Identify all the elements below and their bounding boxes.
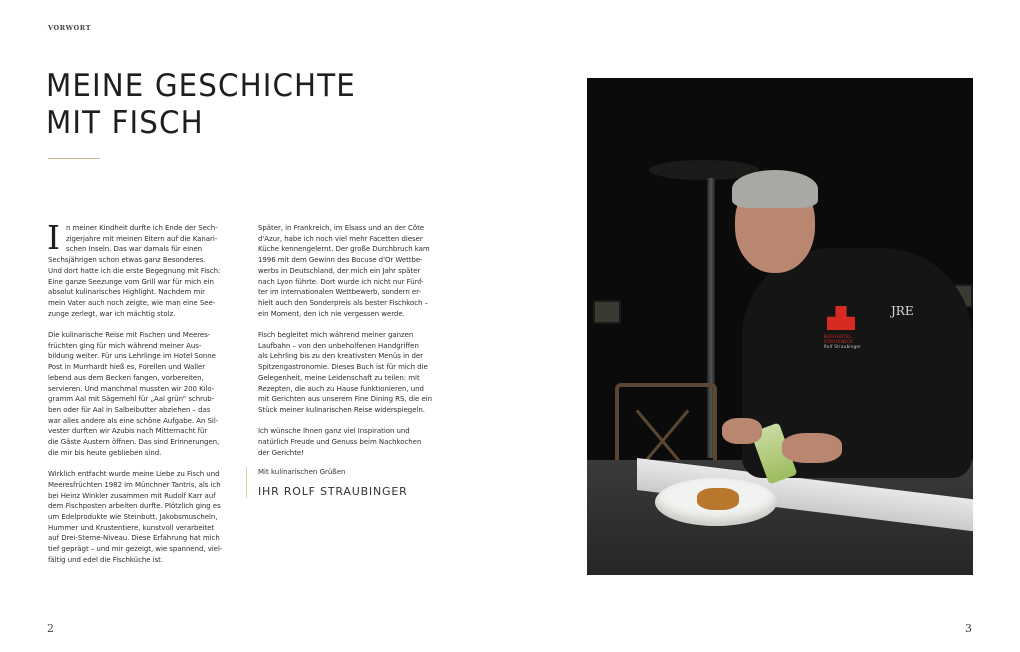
text-line: zigerjahre mit meinen Eltern auf die Kanari- bbox=[66, 234, 218, 243]
text-line: tief geprägt – und mir gezeigt, wie spannend, viel- bbox=[48, 545, 223, 554]
logo-line: Rolf Straubinger bbox=[824, 344, 862, 349]
jre-badge: JRE bbox=[891, 304, 914, 318]
chef-hand-left bbox=[722, 418, 762, 444]
text-line: nach Lyon führte. Dort wurde ich nicht nur Fünf- bbox=[258, 277, 424, 286]
text-line: ein Moment, den ich nie vergessen werde. bbox=[258, 309, 405, 318]
text-line: Fisch begleitet mich während meiner ganzen bbox=[258, 331, 414, 340]
text-line: n meiner Kindheit durfte ich Ende der Sech- bbox=[66, 224, 218, 232]
text-line: Gelegenheit, meine Leidenschaft zu teilen: mit bbox=[258, 373, 420, 382]
text-line: auf Drei-Sterne-Niveau. Diese Erfahrung hat mich bbox=[48, 534, 220, 543]
text-line: 1996 mit dem Gewinn des Bocuse d'Or Wettbe- bbox=[258, 256, 423, 265]
text-line: gramm Aal mit Sägemehl für „Aal grün“ schrub- bbox=[48, 395, 215, 404]
text-line: servieren. Und manchmal mussten wir 200 Kilo- bbox=[48, 384, 215, 393]
paragraph-3 bbox=[48, 469, 226, 565]
text-line: absolut kulinarisches Highlight. Nachdem mir bbox=[48, 288, 205, 297]
text-line: mit Gerichten aus unserem Fine Dining RS, die ein bbox=[258, 395, 432, 404]
text-line: bei Heinz Winkler zusammen mit Rudolf Karr auf bbox=[48, 491, 216, 500]
text-line: d'Azur, habe ich noch viel mehr Facetten dieser bbox=[258, 234, 423, 243]
text-line: ben oder für Aal in Salbeibutter abziehen – das bbox=[48, 405, 211, 414]
logo-line: BURGHOTEL bbox=[824, 334, 852, 339]
paragraph-6 bbox=[258, 426, 436, 458]
text-line: die mir bis heute geblieben sind. bbox=[48, 448, 162, 457]
jacket-logo-text bbox=[824, 334, 861, 349]
text-line: schen Inseln. Das war damals für einen bbox=[66, 245, 203, 254]
text-line: bildung weiter. Für uns Lehrlinge im Hotel Sonne bbox=[48, 352, 216, 361]
title-line-1: MEINE GESCHICHTE bbox=[46, 68, 356, 104]
text-line: ter im internationalen Wettbewerb, sondern er- bbox=[258, 288, 422, 297]
text-line: Post in Murrhardt hieß es, Forellen und Waller bbox=[48, 363, 206, 372]
accent-rule bbox=[48, 158, 100, 159]
text-column-1 bbox=[47, 218, 226, 576]
text-line: mein Vater auch noch zeigte, wie man eine See- bbox=[48, 298, 216, 307]
author-signature: IHR ROLF STRAUBINGER bbox=[258, 485, 408, 498]
text-line: zunge zerlegt, war ich mächtig stolz. bbox=[48, 309, 176, 318]
text-line: vester durften wir Azubis nach Mitternacht für bbox=[48, 427, 208, 436]
paragraph-4 bbox=[258, 223, 436, 319]
text-line: hielt auch den Sonderpreis als bester Fischkoch – bbox=[258, 298, 429, 307]
text-line: Meeresfrüchten 1982 im Münchner Tantris, als ich bbox=[48, 480, 221, 489]
text-line: Wirklich entfacht wurde meine Liebe zu Fisch und bbox=[48, 470, 220, 479]
text-column-2 bbox=[258, 223, 436, 469]
wooden-chair bbox=[615, 383, 717, 463]
text-line: Stück meiner kulinarischen Reise widerspiegeln. bbox=[258, 405, 425, 414]
text-line: Die kulinarische Reise mit Fischen und Meeres- bbox=[48, 331, 211, 340]
section-label: VORWORT bbox=[48, 24, 92, 32]
text-line: um Edelprodukte wie Steinbutt, Jakobsmuscheln, bbox=[48, 512, 218, 521]
chef-hair bbox=[732, 170, 818, 208]
text-line: lebend aus dem Becken fangen, vorbereiten, bbox=[48, 373, 204, 382]
closing-greeting: Mit kulinarischen Grüßen bbox=[258, 468, 346, 476]
text-line: Und dort hatte ich die erste Begegnung mit Fisch: bbox=[48, 266, 221, 275]
text-line: früchten ging für mich während meiner Aus- bbox=[48, 341, 202, 350]
chef-hand-right bbox=[782, 433, 842, 463]
window-left bbox=[593, 300, 621, 324]
text-line: Sechsjährigen schon etwas ganz Besonderes. bbox=[48, 256, 206, 265]
text-line: als Lehrling bis zu den kreativsten Menüs in der bbox=[258, 352, 423, 361]
page-number-left: 2 bbox=[47, 622, 54, 635]
paragraph-1 bbox=[47, 218, 226, 319]
paragraph-5 bbox=[258, 330, 436, 416]
title-line-2: MIT FISCH bbox=[46, 105, 204, 141]
plated-dish bbox=[697, 488, 739, 510]
text-line: Spitzengastronomie. Dieses Buch ist für mich die bbox=[258, 363, 428, 372]
text-line: Eine ganze Seezunge vom Grill war für mich ein bbox=[48, 277, 214, 286]
text-line: werbs in Deutschland, der mich ein Jahr später bbox=[258, 266, 421, 275]
text-line: Küche kennengelernt. Der große Durchbruch kam bbox=[258, 245, 430, 254]
page-number-right: 3 bbox=[965, 622, 972, 635]
page-title bbox=[46, 68, 356, 142]
text-line: die Gäste Austern öffnen. Das sind Erinnerungen, bbox=[48, 438, 220, 447]
text-line: fältig und edel die Fischküche ist. bbox=[48, 555, 164, 564]
text-line: der Gerichte! bbox=[258, 448, 304, 457]
text-line: natürlich Freude und Genuss beim Nachkochen bbox=[258, 438, 422, 447]
text-line: dem Fischposten arbeiten durfte. Plötzlich ging es bbox=[48, 502, 221, 511]
text-line: Hummer und Krustentiere, kunstvoll verarbeitet bbox=[48, 523, 215, 532]
text-line: Laufbahn – von den unbeholfenen Handgriffen bbox=[258, 341, 419, 350]
signoff bbox=[246, 467, 408, 498]
paragraph-2 bbox=[48, 330, 226, 458]
text-line: Ich wünsche Ihnen ganz viel Inspiration und bbox=[258, 427, 410, 436]
logo-line: STAUFENECK bbox=[824, 339, 854, 344]
text-line: war alles andere als eine schöne Aufgabe. An Sil- bbox=[48, 416, 219, 425]
chef-photo bbox=[587, 78, 973, 575]
dropcap: I bbox=[47, 218, 60, 257]
text-line: Rezepten, die auch zu Hause funktionieren, und bbox=[258, 384, 424, 393]
text-line: Später, in Frankreich, im Elsass und an der Côte bbox=[258, 224, 425, 232]
